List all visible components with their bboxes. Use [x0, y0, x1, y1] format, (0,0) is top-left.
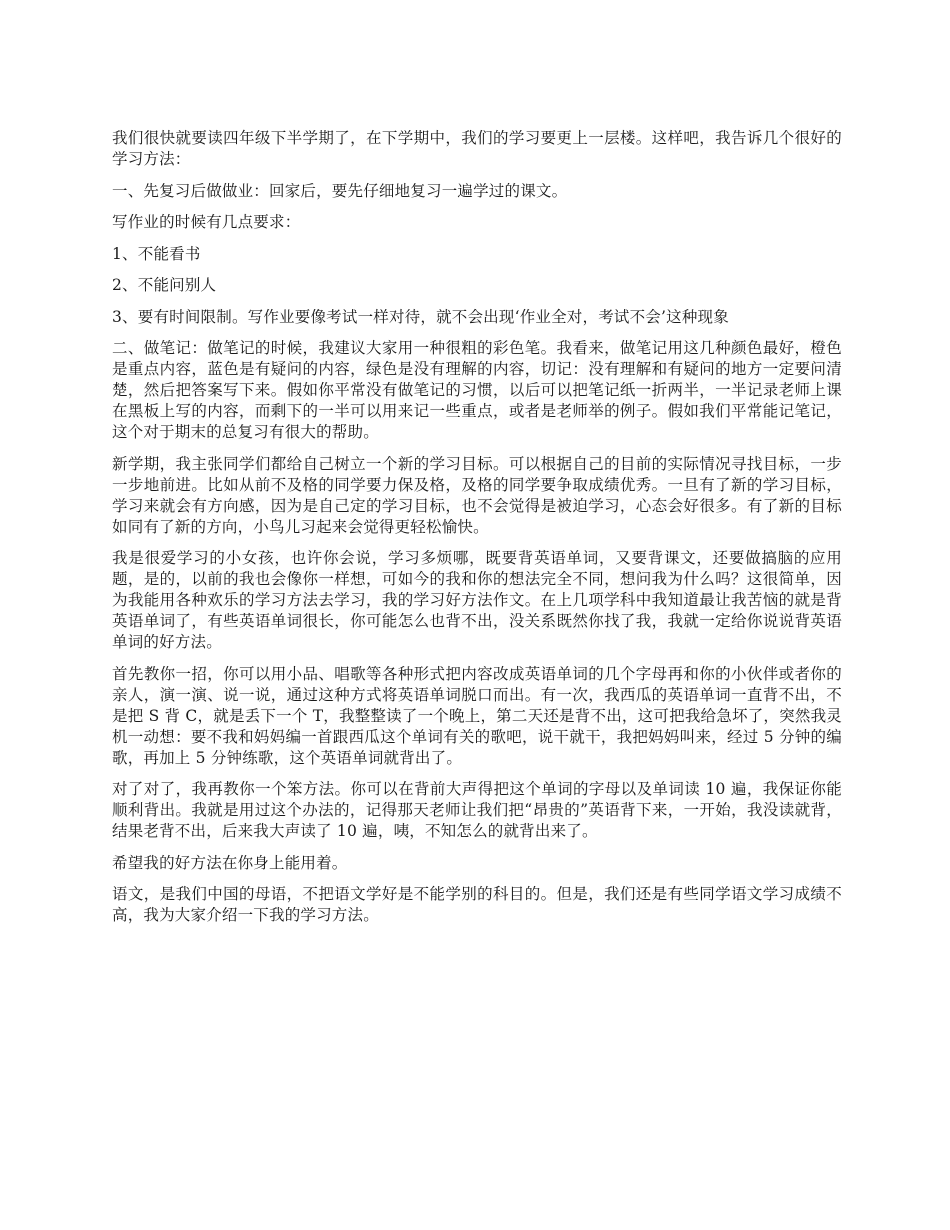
paragraph-first-trick: 首先教你一招，你可以用小品、唱歌等各种形式把内容改成英语单词的几个字母再和你的小伙伴或者你的亲人，演一演、说一说，通过这种方式将英语单词脱口而出。有一次，我西瓜的英语单词一直背不出，不是把 S 背 C，就是丢下一个 T，我整整读了一个晚上，第二天还是背不出，这可把我给急坏了，突然我灵机一动想：要不我和妈妈编一首跟西瓜这个单词有关的歌吧，说干就干，我把妈妈叫来，经过 5 分钟的编歌，再加上 5 分钟练歌，这个英语单词就背出了。 — [112, 664, 842, 767]
paragraph-step-one: 一、先复习后做做业：回家后，要先仔细地复习一遍学过的课文。 — [112, 181, 568, 200]
paragraph-requirement-3: 3、要有时间限制。写作业要像考试一样对待，就不会出现‘作业全对，考试不会’这种现象 — [112, 307, 729, 326]
paragraph-requirement-1: 1、不能看书 — [112, 244, 201, 263]
paragraph-intro: 我们很快就要读四年级下半学期了，在下学期中，我们的学习要更上一层楼。这样吧，我告诉几个很好的学习方法： — [112, 129, 842, 168]
paragraph-new-goals: 新学期，我主张同学们都给自己树立一个新的学习目标。可以根据自己的目前的实际情况寻找目标，一步一步地前进。比如从前不及格的同学要力保及格，及格的同学要争取成绩优秀。一旦有了新的学习目标，学习来就会有方向感，因为是自己定的学习目标，也不会觉得是被迫学习，心态会好很多。有了新的目标如同有了新的方向，小鸟儿习起来会觉得更轻松愉快。 — [112, 454, 842, 536]
paragraph-chinese-study: 语文，是我们中国的母语，不把语文学好是不能学别的科目的。但是，我们还是有些同学语文学习成绩不高，我为大家介绍一下我的学习方法。 — [112, 885, 842, 924]
paragraph-second-trick: 对了对了，我再教你一个笨方法。你可以在背前大声得把这个单词的字母以及单词读 10 遍，我保证你能顺利背出。我就是用过这个办法的，记得那天老师让我们把“昂贵的”英语背下来，一开始，我没读就背，结果老背不出，后来我大声读了 10 遍，咦，不知怎么的就背出来了。 — [112, 780, 842, 840]
paragraph-love-learning: 我是很爱学习的小女孩，也许你会说，学习多烦哪，既要背英语单词，又要背课文，还要做搞脑的应用题，是的，以前的我也会像你一样想，可如今的我和你的想法完全不同，想问我为什么吗？这很简单，因为我能用各种欢乐的学习方法去学习，我的学习好方法作文。在上几项学科中我知道最让我苦恼的就是背英语单词了，有些英语单词很长，你可能怎么也背不出，没关系既然你找了我，我就一定给你说说背英语单词的好方法。 — [112, 549, 842, 651]
paragraph-step-two-notes: 二、做笔记：做笔记的时候，我建议大家用一种很粗的彩色笔。我看来，做笔记用这几种颜色最好，橙色是重点内容，蓝色是有疑问的内容，绿色是没有理解的内容，切记：没有理解和有疑问的地方一定要问清楚，然后把答案写下来。假如你平常没有做笔记的习惯，以后可以把笔记纸一折两半，一半记录老师上课在黑板上写的内容，而剩下的一半可以用来记一些重点，或者是老师举的例子。假如我们平常能记笔记，这个对于期末的总复习有很大的帮助。 — [112, 339, 842, 441]
paragraph-hope: 希望我的好方法在你身上能用着。 — [112, 853, 348, 872]
document-body — [112, 128, 842, 937]
paragraph-requirement-2: 2、不能问别人 — [112, 276, 217, 294]
paragraph-requirements-heading: 写作业的时候有几点要求： — [112, 213, 301, 231]
